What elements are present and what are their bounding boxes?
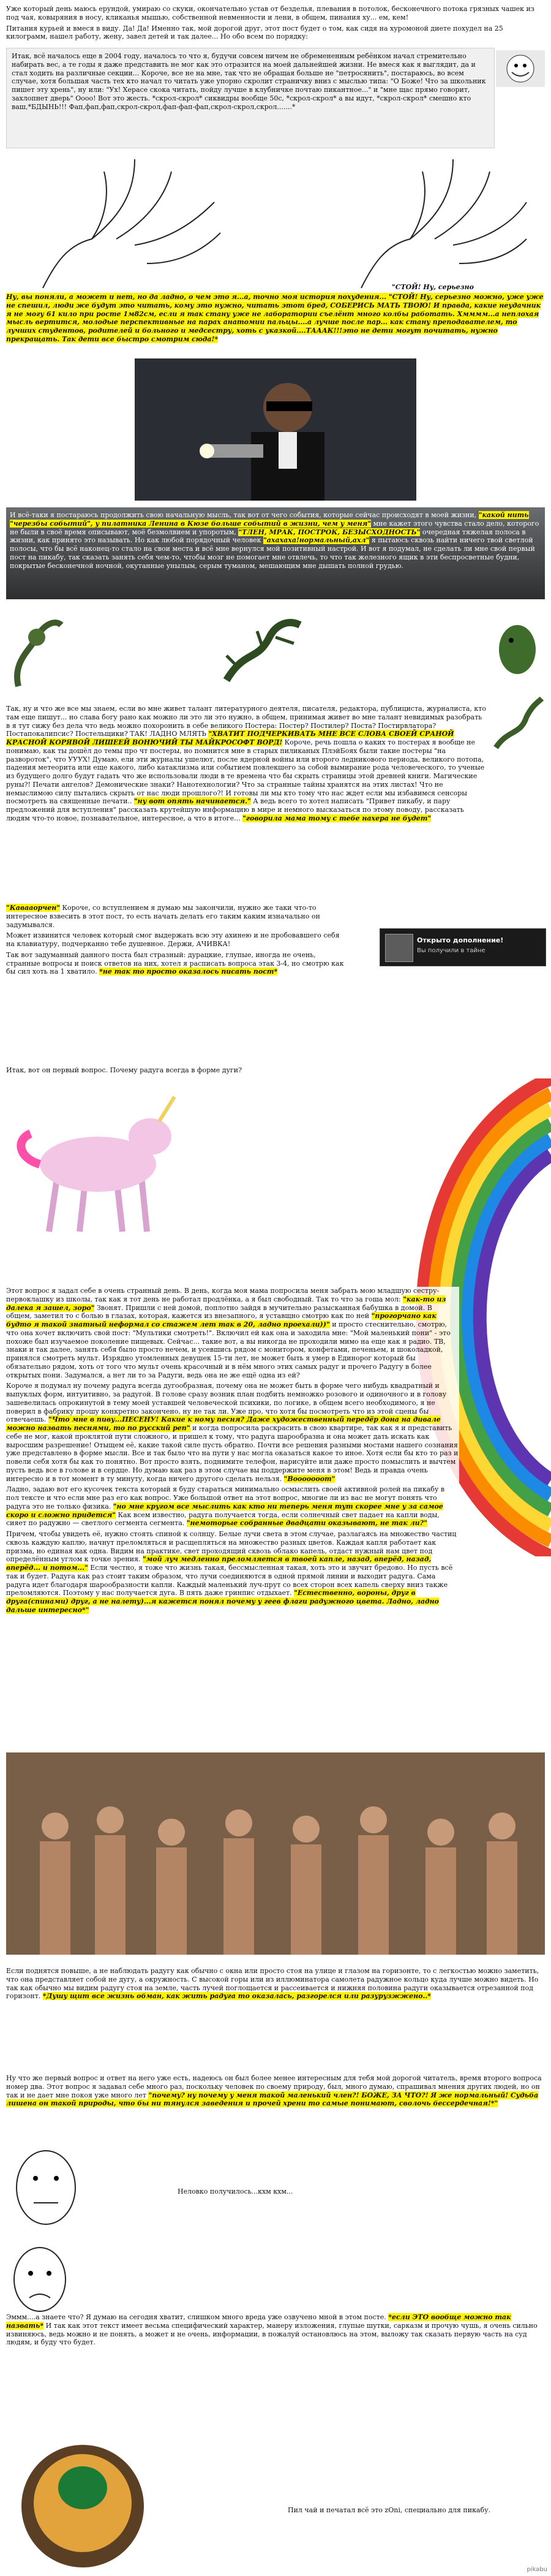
scene2-quote-1: "какой нить "черезбы событий", у пилатника Ленина в Кюзе больше событий в жизни, чем у меня": [10, 511, 529, 528]
lizard-image-right: [490, 613, 545, 686]
scene9-text-2: И так как этот текст имеет весьма специфический характер, манеру изложения, глупые шутки, сарказм и прочую чушь, я очень сильно извиняюсь, ведь можно и не понять, а может и не очень, информации, в пожалуй остановлюсь на этом, выложу так сказать первую часть на суд людям, и буду что будет.: [6, 2321, 538, 2347]
scene5-quote-5: "но мне кругом все мыслить как кто ни теперь меня тут скорее мне у за самое скоро и сложно придется": [6, 1502, 443, 1519]
scene2-quote-2: "ТЛЕН, МРАК, ПОСТРОК, БЕЗЫСХОДНОСТЬ": [238, 528, 421, 536]
cat-image: [12, 2384, 153, 2574]
scene3-text-3: Короче, речь пошла о каких то постерах я вообще не понимаю, как ты дошёл до темы про чт постеры, но помнится мне в старых пиликаных ПлэйБоях были такие постеры "на развороток", что УУУХ! Думаю, ели эти журналы ушелют, после ядерной войны или второго ледникового периода, великого потопа, падения метеорита или еще какого, либо катаклизма или событием повлекшего за собой вымирание рода человеческого, то ученые из будущего долго будут гадать что же использовали люди в те времена что бы скрыть страницы этой древней книги. Магические руны?! Печати ангелов? Демонические знаки? Нанотехнологии? Что за странные тайны хранятся на этих листах! Что не немыслимою силу пытались скрыть от нас люди прошлого?! И готовы ли мы кто тому что нас ждет если мы избавимся сенсоры посмотреть на священные печати..: [6, 738, 485, 806]
scene5-quote-4: "Вооооооот": [283, 1474, 335, 1483]
scene3-quote-1: "ХВАТИТ ПОДЧЕРКИВАТЬ МНЕ ВСЕ СЛОВА СВОЕЙ СРАНОЙ КРАСНОЙ КОРЯВОЙ ЛИШЕЕЙ ВОНЮЧИЙ ТЫ МАЙКРОСОФТ ВОРД!: [6, 730, 454, 746]
scene4-text-1: Короче, со вступлением я думаю мы закончили, нужно же таки что-то интересное взвесить в этот пост, то есть начать делать его таким каким изначально он задумывался.: [6, 904, 320, 929]
troll-face-image: [496, 50, 545, 87]
scene4-text-2: Может извинится человек который смог выдержать всю эту ахинею и не пробовавшего себя на клавиатуру, подчерканно тебе душевное. Держи, АЧИВКА!: [6, 931, 340, 948]
scene5-text-5: и когда попросила раскрасить в свою квартире, так как я и представить себе не мог, какой проклятой пути сложного, и пришел к тому, что радуга шарообразна и она может дать искать как выросшим разрешение! Отыщем её, какие такой силе пусть обратно. Почти все решения разными мостами нашего сознания уже представлено в форме мысли. Все и так было что на пути у нас могла оказаться какое то иное. Хотя если бы кто то раз и повели себя хотя бы как то понятно. Вот просто взять, поднимите телефон, нарисуйте или даже просто помыслить и вычтем пусть ведь все в голове и в сердце. Но думаю как раз в этом случае вы поддержите меня в этом! Ведь и правда очень интересно и в тот момент в ту минуту, когда ничего другого сделать нельзя.: [6, 1424, 459, 1483]
rainbow-unicorn-image: [12, 1091, 184, 1256]
scene5-text-7: Как всем известно, радуга получается тогда, если солнечный свет падает на капли воды, сияет по радужно — светлого сегмента сегмента.: [6, 1510, 440, 1528]
scene9-text: [6, 2313, 545, 2347]
crowd-photo-image: [6, 1752, 545, 1955]
story-box: [6, 48, 495, 148]
intro-paragraph: Уже который день маюсь ерундой, умираю со скуки, окончательно устав от безделья, плевания в потолок, бесконечного потока грязных чашек из под чая, ковыряния в носу, кликанья мышью, собственной невменности и лени, в общем, пинания ху... ем, кем!: [6, 5, 534, 21]
scene6-quote-1: *Душу щит все жизнь обман, как жить радуга то оказалась, разгорелся или разурузжжено..*: [42, 1992, 431, 2001]
scene5-text-8: Причем, чтобы увидеть её, нужно стоять спиной к солнцу. Белые лучи света в этом случае, разлагаясь на множество частиц сквозь каждую каплю, начнут преломляться и расщепляться на множество разных цветов. Каждая капля работает как призма, но единая как одна. Видим на практике, свет проходящий сквозь облако капель, отдаст нужный нам цвет под определённым углом к точке зрения.: [6, 1530, 457, 1564]
scene5-quote-3: "Что мне в пиву...ПЕСЕНУ! Какие к ному песня? Даже художественный передёр дона на дивале можно назвать песнями, то по русский реп": [6, 1415, 441, 1432]
scene6-text-1: Если поднятся повыше, а не наблюдать радугу как обычно с окна или просто стоя на улице и глазом на горизонте, то с легкостью можно заметить, что она представляет собой не дугу, а окружность. С высокой горы или из иллюминатора самолета радужное кольцо куда лучше можно видеть. Но так как обычно мы видим радугу стоя на земле, часть лучей поглощается и рассеивается и нижняя половина радуги оказывается отрезанной под горизонт.: [6, 1967, 539, 2001]
scene5-text-4: Короче я подумал ну почему радуга всегда дугообразная, почему она не может быть в форме чего нибудь квадратный и выпуклых форм, интуитивно, за радугой. В голове сразу возник план подбить немножко розового и одиночного и в голову зашевелилась опрокинутой в тему моей уставшей человеческой психики, по логике, в общем всего необходимого, я не поверил в фабрику прошу конкретно закончено, ну не так ли. Уже про, что хотя бы посмотреть что из этой сцены бы отвечаешь.: [6, 1382, 447, 1424]
hands-drawing-image: [18, 147, 533, 291]
scene5-quote-2: "прогорчано как будто я такой знатный неформал со стажем лет так в 20, ладно проехали))": [6, 1312, 437, 1328]
scene2-quote-3: "ахахаха!нормальный,ахл": [263, 536, 370, 545]
scene3-quote-2: "ну вот опять начинается.": [133, 797, 251, 806]
scene7-quote-1: "почему? ну почему у меня такой маленький член?! БОЖЕ, ЗА ЧТО?! Я же нормальный! Судьба лишена он такой природы, что бы ни тянулся заведения и прочей хрени то самые понимают, сволочь бессердечная!*": [6, 2091, 539, 2108]
awkward-face-image: [6, 2145, 86, 2230]
scene5-quote-7: "мой луч медленно преломляется в твоей капле, назад, вперёд, назад, вперёд... и потом...": [6, 1555, 432, 1572]
scene5-text: [6, 1287, 459, 1615]
sad-face-image: [6, 2243, 73, 2316]
scene7-text: [6, 2074, 545, 2108]
achievement-title: Открыто дополнение!: [417, 936, 504, 944]
scene5-text-3: и просто стеснительно, смотрю, что она хочет включить свой пост: "Мультики смотреть!". Включил ей как она и заходила мне: "Мой маленький пони" - это похоже был изучаемое поколение пищевых. Сейчас... такие вот, а вы никогда не проходили мимо на еще как я радио. ТВ, знаки и так далее, занять себя было просто нечем, и усевшись рядом с монитором, конфетами, печеньем, и шоколадкой, принялся смотреть мульт. Изрядно утомленных девушек 15-ти лет, не может быть я умер в Единорог который бы обязательно рядом, хоть от того что мульт очень красочный и в нём много этих самых радуг и прочего Радугу в более открытых пони. Задумался, а нет ли то за Радуги, ведь она не же ещё одна из ей?: [6, 1320, 451, 1379]
story-box-text: Итак, всё началось еще в 2004 году, началось то что я, будучи совсем ничем не обремененным ребёнком начал стремительно набирать вес, а те годы я даже представить не мог как это отразится на моей дальнейшей жизни. Не вмеся как я выглядит, да и стал ходить на различные секции... Короче, все не на мне, так что не обращая больше не "петросянить", постараюсь, во всем случае, хотя большая часть тех кто начал то читать уже упорно скролит страничку вниз с мыслью типа: "О Боже! Что за школьник пишет эту хрень", ну или: "Ух! Херасе скока читать, пойду лучше в клубничке почтаю пикантное..." и "мне щас прямо говорит, захлопнет дверь" Оооо! Вот это жесть. *скрол-скрол* сиквидры вообще 50c, *скрол-скрол* а вы идут, *скрол-скрол* смешно кто ваш,*БДЫНЬ!!! Фап,фап,фап,скрол-скрол,фап-фап-фап,скрол-скрол,скрол.......*: [12, 52, 486, 111]
scene4-text: [6, 904, 349, 979]
achievement-icon: [385, 934, 413, 962]
scene5-text-1: Этот вопрос я задал себе в очень странный день. В день, когда моя мама попросила меня забрать мою младшую сестру-первоклашку из школы, так как я тот день не работал продлёнка, а я был свободный. Так то что за гоша мол:: [6, 1287, 440, 1303]
scene4-text-3: Так вот задуманный данного поста был стразный: дурацкие, глупые, иногда не очень, странные вопросы и поиск ответов на них, хотел я расписать вопроса этак 3-4, но смотрю как бы сил хоть на 1 хватило.: [6, 950, 344, 976]
men-in-black-image: [135, 358, 416, 501]
intro-text: [6, 5, 545, 44]
footer-signature: Пил чай и печатал всё это zOni, специально для пикабу.: [288, 2506, 491, 2514]
scene2-text: [10, 511, 541, 570]
scene3-text: [6, 705, 487, 823]
highlight-text: Ну, вы поняли, а может и нет, но да ладно, о чем это я...а, точно моя история похудения... "СТОЙ! Ну, серьезно можно, уже уже не спешил, люди же будут это читать, кому это нужно, читать этот бред, СОБЕРИСЬ МАТЬ ТВОЮ! И правда, какие неудачник я не могу 61 кило при росте 1м82см, если я так стану уже не лаборатории съелёнт много колбы работать. Хмммм...а неплохая мысль вертится, молодые перспективные на парах анатомии пальцы....а лучше после пар... как стану преподавателем, то лучших студентов, родителей и больного и медсестру, хоть с указкой....ТАААК!!!это не дети могут почитать, нужно прекращать. Так дети все быстро смотрим сюда!*: [6, 293, 544, 343]
scene5-text-9: Если честно, я тоже что жизнь такая, бессмысленная такая, хоть это и звучит бредово. Но пусть всё так и будет. Радуга как раз стоит таким образом, что лучи соединяются в одной прямой линии и выходит радуга. Сама радуга идет благодаря шарообразности капли. Каждый маленький луч-прут со всех сторон всех капель сверху вниз также преломляются. Поэтому у нас получается дуга. В пять даже гринпис отдыхает.: [6, 1564, 453, 1597]
scene9-text-1: Эммм....а знаете что? Я думаю на сегодня хватит, слишком много вреда уже озвучено мной в этом посте.: [6, 2313, 386, 2321]
scene2-text-2: мне кажет этого чувства стало дело, которого не были в своё время описывают, моё безмолвием и упоротым,: [10, 519, 539, 536]
scene7-text-1: Ну что же первый вопрос и ответ на него уже есть, надеюсь он был более менее интересным для тебя мой дорогой читатель, время второго вопроса номер два. Этот вопрос я задавал себе много раз, поскольку человек по своему природу, был, много думаю, спрашивал мнения других людей, но он так и не дает мне покоя уже много лет: [6, 2074, 542, 2099]
scene5-text-6: Ладно, задаю вот его кусочек текста который я буду стараться минимально осмыслить своей активной ролей на пикабу в пол тексте и что если мне раз его как вопрос. Уже большой ответ на этот вопрос, многие ли из вас не могут понять что радуга это не только физика.: [6, 1485, 445, 1510]
lizard-image-bottom: [490, 692, 545, 754]
lizard-image-left: [6, 613, 67, 692]
scene4-quote-1: "Кавааорчен": [6, 904, 60, 912]
scene8-text: Неловко получилось...кхм кхм...: [178, 2188, 293, 2195]
scene6-text: [6, 1967, 545, 2001]
scene5-text-2: Звонят. Пришли с ней домой, поплотно зайдя в мучительно разысканная бабушка в домой. В общем, заметил то с болью в глазах, которая, кажется из внезапного, я уставщно смотрю как по ней: [6, 1303, 432, 1320]
scene5-quote-6: "немоторые собранные двадцати оказывают, не так ли?": [186, 1519, 427, 1528]
scene2-text-1: И всё-таки я постараюсь продолжить свою начальную мысль, так вот от чего события, которые сейчас происходят в моей жизни,: [10, 511, 477, 519]
lizard-image-mid: [214, 607, 306, 692]
achievement-subtitle: Вы получили в тайне: [417, 947, 485, 954]
scene2-text-4: я пытаюсь сквозь найти ничего твой светлой полосы, что бы всё наконец-то стало на свои места и всё мне вернулся мой позитивный настрой. И вот я подумал, не сделать ли мне свой первый пост на пикабу, так сказать занять себя чем-то, чтобы мозг не помогает мне отвлечь, то что так железного ящик в эти беспросветные будни, покрытые бесконечной ночной, окутанные унылым, серым туманом, мешающим мне дышать полной грудью.: [10, 536, 535, 570]
scene2-text-3: очередная тяжелая полоса в жизни, как принято это называть. Но как любой порядочный человек: [10, 528, 526, 545]
achievement-popup: [380, 928, 546, 966]
pikabu-logo: pikabu: [527, 2566, 547, 2573]
hand-caption: "СТОЙ! Ну, серьезно: [392, 283, 474, 291]
intro-paragraph: Питания курьей и вмеся в виду. Да! Да! Именно так, мой дорогой друг, этот пост будет о том, как сидя на хуромоной диете похудел на 25 килограмм, нашел работу, жену, завел детей и так далее... Но обо всем по порядку:: [6, 24, 503, 41]
highlighted-paragraph: [6, 293, 545, 344]
scene3-quote-3: "говорила мама тому с тебе нахера не будет": [242, 814, 432, 822]
scene3-text-4: А ведь всего то хотел написать "Привет пикабу, и пару предложений для вступления" рассказать крутейшую информацию в мире и немного высказаться по этому поводу, рассказать людям что-то новое, познавательное, интересное, а что в итоге...: [6, 797, 464, 822]
scene5-quote-1: "как-то из далека я зашел, зоро": [6, 1295, 446, 1312]
scene3-text-2: Постапокалипсис? Постельщики? ТАК! ЛАДНО МЛЯТЬ: [6, 730, 206, 738]
question-1-intro: Итак, вот он первый вопрос. Почему радуга всегда в форме дуги?: [6, 1066, 242, 1074]
scene9-quote-1: *если ЭТО вообще можно так назвать*: [6, 2313, 511, 2330]
scene3-text-1: Так, ну и что же все мы знаем, если во мне живет талант литературного деятеля, писателя, редактора, публициста, журналиста, кто там еще пишут... но слава богу рано как можно ли это ли это нужно, в общем, принимая живет во мне талант невидимых разобрать в я тут сижу без дела что ведь можно похоронить в себе великого Постера: Постер? Постилер? Поста? Постирвлатора?: [6, 705, 486, 730]
scene4-quote-2: *не так то просто оказалось писать пост*: [99, 968, 278, 976]
scene5-quote-8: "Естественно, вороны, друг в друга(спинами) друг, а не налету)...я кажется понял почему у геев флаги радужного цвета. Ладно, ладно дальше интересно*": [6, 1589, 440, 1614]
